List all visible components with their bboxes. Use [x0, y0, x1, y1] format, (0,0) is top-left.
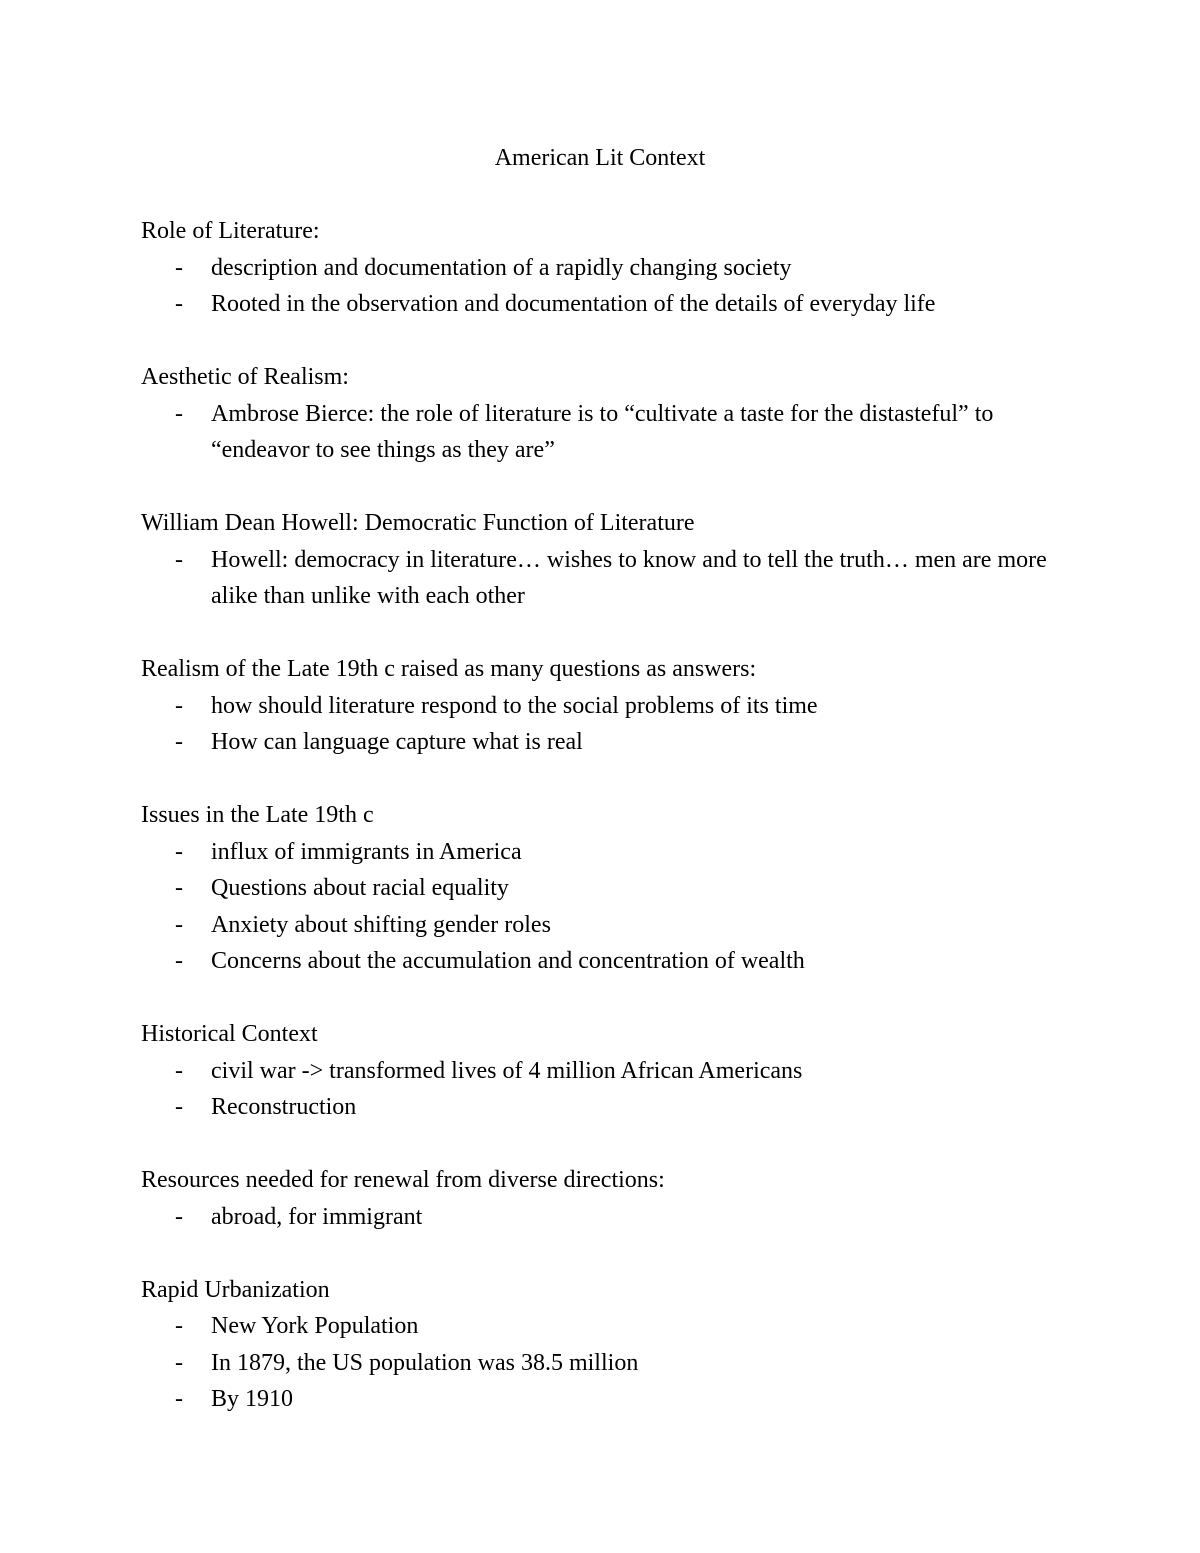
dash-bullet: - [175, 400, 183, 427]
list-item [141, 943, 1081, 980]
bullet-list [141, 688, 1081, 761]
section-heading: Role of Literature: [141, 218, 320, 244]
list-item [141, 1199, 1081, 1236]
dash-bullet: - [175, 254, 183, 281]
list-item [141, 542, 1091, 615]
list-item [141, 1308, 1081, 1345]
dash-bullet: - [175, 911, 183, 938]
section-heading: Historical Context [141, 1021, 318, 1047]
dash-bullet: - [175, 546, 183, 573]
dash-bullet: - [175, 838, 183, 865]
section-heading: Realism of the Late 19th c raised as many questions as answers: [141, 656, 757, 682]
list-item-text: Concerns about the accumulation and concentration of wealth [211, 948, 805, 974]
list-item [141, 1381, 1081, 1418]
section-role-of-literature [141, 213, 1081, 323]
list-item-text: New York Population [211, 1313, 419, 1339]
list-item [141, 250, 1081, 287]
list-item-text: Howell: democracy in literature… wishes to know and to tell the truth… men are more alike than unlike with each other [211, 546, 1047, 609]
list-item-text: In 1879, the US population was 38.5 million [211, 1349, 639, 1376]
list-item [141, 1345, 1081, 1382]
list-item-text: Anxiety about shifting gender roles [211, 911, 551, 938]
list-item-text: influx of immigrants in America [211, 838, 522, 865]
list-item-text: Reconstruction [211, 1094, 357, 1120]
dash-bullet: - [175, 1313, 183, 1339]
section-howell-democratic-function [141, 505, 1081, 615]
section-heading: Issues in the Late 19th c [141, 802, 374, 828]
bullet-list [141, 396, 1081, 469]
list-item-text: Questions about racial equality [211, 875, 509, 901]
bullet-list [141, 1308, 1081, 1418]
section-realism-late-19th-c [141, 651, 1081, 761]
dash-bullet: - [175, 692, 183, 719]
dash-bullet: - [175, 291, 183, 317]
list-item-text: By 1910 [211, 1386, 294, 1412]
list-item [141, 834, 1081, 871]
list-item [141, 688, 1081, 725]
bullet-list [141, 542, 1081, 615]
list-item [141, 1053, 1081, 1090]
section-heading: Aesthetic of Realism: [141, 364, 349, 390]
section-issues-late-19th-c [141, 797, 1081, 980]
list-item [141, 870, 1081, 907]
list-item-text: Ambrose Bierce: the role of literature is to “cultivate a taste for the distasteful” to “endeavor to see things as they are” [211, 400, 994, 463]
section-heading: Rapid Urbanization [141, 1276, 330, 1303]
list-item [141, 907, 1081, 944]
section-resources-for-renewal [141, 1162, 1081, 1235]
list-item [141, 286, 1081, 323]
list-item [141, 1089, 1081, 1126]
document-body [141, 213, 1081, 1454]
list-item [141, 396, 1021, 469]
dash-bullet: - [175, 948, 183, 974]
section-rapid-urbanization [141, 1272, 1081, 1418]
list-item-text: Rooted in the observation and documentation of the details of everyday life [211, 291, 936, 317]
list-item-text: description and documentation of a rapidly changing society [211, 254, 792, 281]
list-item-text: civil war -> transformed lives of 4 million African Americans [211, 1057, 803, 1084]
dash-bullet: - [175, 1349, 183, 1376]
bullet-list [141, 834, 1081, 980]
dash-bullet: - [175, 1057, 183, 1084]
section-aesthetic-of-realism [141, 359, 1081, 469]
dash-bullet: - [175, 729, 183, 755]
bullet-list [141, 1053, 1081, 1126]
list-item [141, 724, 1081, 761]
dash-bullet: - [175, 1094, 183, 1120]
bullet-list [141, 250, 1081, 323]
section-historical-context [141, 1016, 1081, 1126]
list-item-text: how should literature respond to the social problems of its time [211, 692, 818, 719]
dash-bullet: - [175, 875, 183, 901]
section-heading: Resources needed for renewal from diverse directions: [141, 1167, 665, 1193]
document-title: American Lit Context [494, 145, 706, 171]
list-item-text: How can language capture what is real [211, 729, 583, 755]
list-item-text: abroad, for immigrant [211, 1203, 423, 1230]
dash-bullet: - [175, 1386, 183, 1412]
section-heading: William Dean Howell: Democratic Function of Literature [141, 510, 695, 536]
bullet-list [141, 1199, 1081, 1236]
dash-bullet: - [175, 1203, 183, 1230]
